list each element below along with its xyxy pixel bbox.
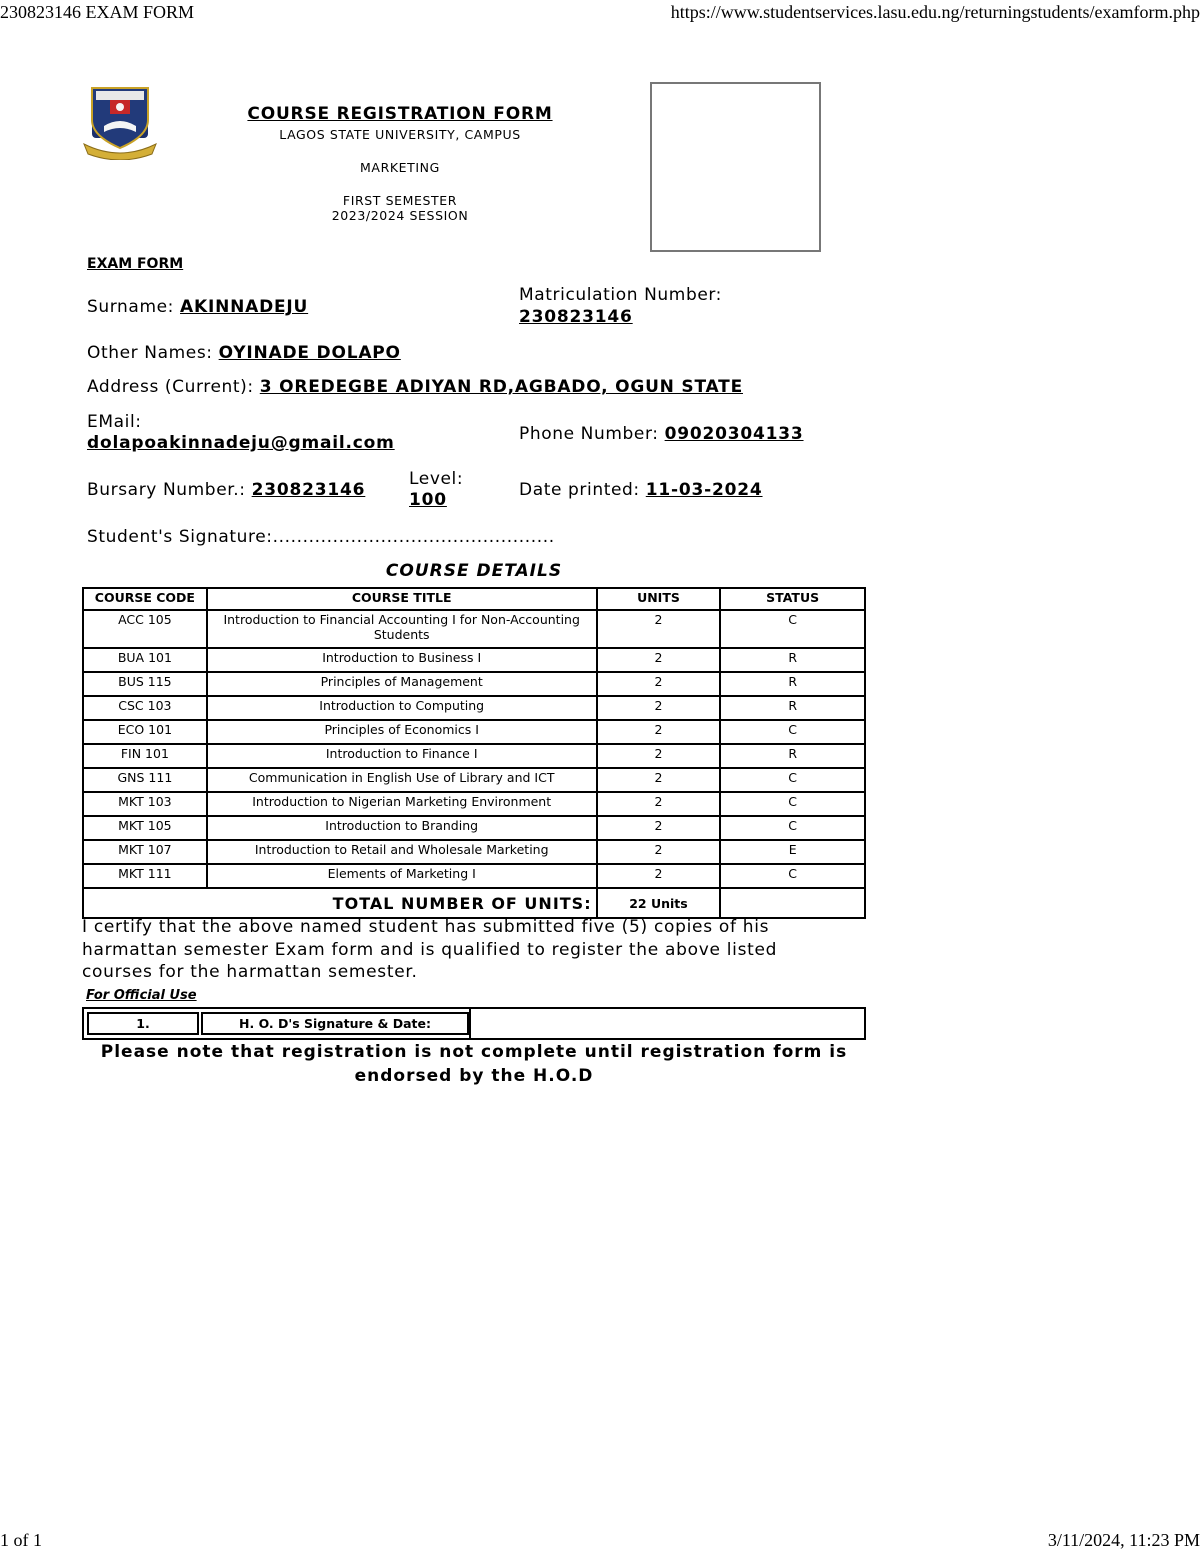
course-status: R bbox=[720, 696, 865, 720]
course-title: Introduction to Finance I bbox=[207, 744, 597, 768]
col-header-status: STATUS bbox=[720, 588, 865, 610]
course-units: 2 bbox=[597, 864, 721, 888]
course-status: E bbox=[720, 840, 865, 864]
course-status: C bbox=[720, 720, 865, 744]
table-row bbox=[83, 864, 865, 888]
level-label: Level: bbox=[409, 469, 464, 489]
course-status: C bbox=[720, 792, 865, 816]
hod-signature-box bbox=[469, 1007, 866, 1040]
course-title: Communication in English Use of Library and ICT bbox=[207, 768, 597, 792]
course-title: Introduction to Nigerian Marketing Environment bbox=[207, 792, 597, 816]
course-status: R bbox=[720, 648, 865, 672]
email-value: dolapoakinnadeju@gmail.com bbox=[87, 433, 395, 453]
hod-row-number: 1. bbox=[87, 1012, 199, 1035]
official-use-label: For Official Use bbox=[86, 988, 197, 1003]
course-details-title: COURSE DETAILS bbox=[385, 561, 563, 581]
address-field bbox=[87, 377, 743, 397]
certification-text: I certify that the above named student has submitted five (5) copies of his harmattan semester Exam form and is qualified to register the above listed courses for the harmattan semester. bbox=[82, 917, 778, 982]
surname-field bbox=[87, 297, 308, 317]
signature-label: Student's Signature: bbox=[87, 527, 273, 547]
total-units-blank bbox=[720, 888, 865, 918]
matric-value: 230823146 bbox=[519, 307, 633, 327]
course-units: 2 bbox=[597, 610, 721, 648]
other-names-label: Other Names: bbox=[87, 343, 213, 363]
table-row bbox=[83, 672, 865, 696]
course-title: Elements of Marketing I bbox=[207, 864, 597, 888]
semester-label: FIRST SEMESTER bbox=[342, 193, 458, 208]
course-units: 2 bbox=[597, 648, 721, 672]
department-name: MARKETING bbox=[360, 160, 440, 175]
form-title: COURSE REGISTRATION FORM bbox=[247, 104, 553, 124]
course-units: 2 bbox=[597, 672, 721, 696]
course-code: CSC 103 bbox=[83, 696, 207, 720]
course-title: Introduction to Branding bbox=[207, 816, 597, 840]
course-title: Introduction to Computing bbox=[207, 696, 597, 720]
total-units-value: 22 Units bbox=[597, 888, 721, 918]
exam-form-label: EXAM FORM bbox=[87, 256, 184, 272]
email-field bbox=[87, 412, 395, 453]
surname-label: Surname: bbox=[87, 297, 174, 317]
course-units: 2 bbox=[597, 768, 721, 792]
total-units-label: TOTAL NUMBER OF UNITS: bbox=[83, 888, 597, 918]
course-units: 2 bbox=[597, 696, 721, 720]
page-count: 1 of 1 bbox=[0, 1530, 42, 1550]
form-title-block bbox=[200, 104, 600, 223]
course-units: 2 bbox=[597, 840, 721, 864]
other-names-field bbox=[87, 343, 401, 363]
date-printed-label: Date printed: bbox=[519, 480, 640, 500]
course-code: BUS 115 bbox=[83, 672, 207, 696]
course-status: C bbox=[720, 768, 865, 792]
course-units: 2 bbox=[597, 816, 721, 840]
table-row bbox=[83, 768, 865, 792]
course-code: MKT 107 bbox=[83, 840, 207, 864]
phone-field bbox=[519, 424, 804, 444]
course-code: ACC 105 bbox=[83, 610, 207, 648]
signature-line: ............................................... bbox=[272, 527, 555, 547]
course-title: Introduction to Business I bbox=[207, 648, 597, 672]
date-printed-value: 11-03-2024 bbox=[645, 480, 763, 500]
course-units: 2 bbox=[597, 744, 721, 768]
course-status: C bbox=[720, 864, 865, 888]
bursary-value: 230823146 bbox=[251, 480, 366, 500]
course-code: ECO 101 bbox=[83, 720, 207, 744]
table-row bbox=[83, 840, 865, 864]
col-header-title: COURSE TITLE bbox=[207, 588, 597, 610]
course-title: Introduction to Retail and Wholesale Marketing bbox=[207, 840, 597, 864]
matric-field bbox=[519, 285, 722, 327]
matric-label: Matriculation Number: bbox=[519, 285, 723, 305]
level-field bbox=[409, 469, 463, 510]
course-title: Principles of Management bbox=[207, 672, 597, 696]
course-status: C bbox=[720, 816, 865, 840]
date-printed-field bbox=[519, 480, 763, 500]
table-row bbox=[83, 610, 865, 648]
hod-signature-row bbox=[82, 1007, 866, 1040]
university-crest-logo bbox=[82, 86, 158, 160]
phone-value: 09020304133 bbox=[664, 424, 804, 444]
course-title: Introduction to Financial Accounting I for Non-Accounting Students bbox=[207, 610, 597, 648]
course-status: C bbox=[720, 610, 865, 648]
phone-label: Phone Number: bbox=[519, 424, 659, 444]
bursary-field bbox=[87, 480, 365, 500]
table-row bbox=[83, 744, 865, 768]
level-value: 100 bbox=[409, 490, 447, 510]
col-header-units: UNITS bbox=[597, 588, 721, 610]
table-row bbox=[83, 792, 865, 816]
session-label: 2023/2024 SESSION bbox=[331, 208, 469, 223]
course-code: BUA 101 bbox=[83, 648, 207, 672]
course-units: 2 bbox=[597, 792, 721, 816]
table-row bbox=[83, 720, 865, 744]
print-timestamp: 3/11/2024, 11:23 PM bbox=[1047, 1530, 1200, 1550]
print-header-url: https://www.studentservices.lasu.edu.ng/returningstudents/examform.php bbox=[670, 2, 1200, 22]
bursary-label: Bursary Number.: bbox=[87, 480, 246, 500]
course-status: R bbox=[720, 744, 865, 768]
email-label: EMail: bbox=[87, 412, 142, 432]
col-header-code: COURSE CODE bbox=[83, 588, 207, 610]
table-row bbox=[83, 648, 865, 672]
course-table-header bbox=[83, 588, 865, 610]
course-units: 2 bbox=[597, 720, 721, 744]
address-value: 3 OREDEGBE ADIYAN RD,AGBADO, OGUN STATE bbox=[259, 377, 743, 397]
other-names-value: OYINADE DOLAPO bbox=[218, 343, 401, 363]
course-code: MKT 105 bbox=[83, 816, 207, 840]
total-units-row bbox=[83, 888, 865, 918]
address-label: Address (Current): bbox=[87, 377, 254, 397]
surname-value: AKINNADEJU bbox=[180, 297, 309, 317]
course-code: MKT 111 bbox=[83, 864, 207, 888]
registration-note: Please note that registration is not complete until registration form is endorsed by the H.O.D bbox=[100, 1042, 848, 1086]
course-status: R bbox=[720, 672, 865, 696]
course-title: Principles of Economics I bbox=[207, 720, 597, 744]
course-table bbox=[82, 587, 866, 919]
course-code: MKT 103 bbox=[83, 792, 207, 816]
print-header-title: 230823146 EXAM FORM bbox=[0, 2, 195, 22]
course-code: FIN 101 bbox=[83, 744, 207, 768]
signature-field bbox=[87, 527, 555, 547]
passport-photo-box bbox=[650, 82, 821, 252]
hod-signature-label: H. O. D's Signature & Date: bbox=[201, 1012, 469, 1035]
course-code: GNS 111 bbox=[83, 768, 207, 792]
table-row bbox=[83, 816, 865, 840]
university-name: LAGOS STATE UNIVERSITY, CAMPUS bbox=[279, 127, 521, 142]
table-row bbox=[83, 696, 865, 720]
